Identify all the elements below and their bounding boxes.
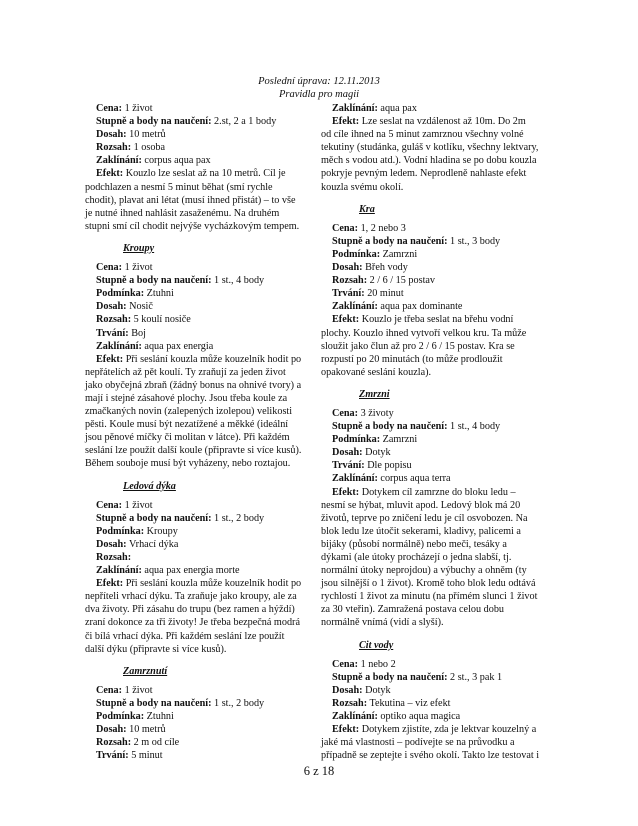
field-value: 1 život (122, 103, 153, 114)
text-line: či bílá vrhací dýka. Při každém seslání lze použít (85, 630, 285, 642)
field-line (321, 658, 558, 671)
field-line (85, 697, 313, 710)
field-line (85, 499, 313, 512)
section-title: Ledová dýka (123, 480, 176, 492)
text-line: sloužit jako člun až pro 2 / 6 / 15 postav. Kra se (321, 340, 515, 352)
field-line (85, 512, 313, 525)
field-line (85, 340, 313, 353)
section-title: Kroupy (123, 242, 155, 254)
field-line (321, 115, 558, 128)
field-value: 2.st, 2 a 1 body (211, 116, 277, 128)
field-label: Rozsah: (96, 737, 132, 749)
text-line: životů, teprve po zničení ledu je cíl osvobozen. Na (321, 512, 528, 524)
field-label: Cena: (96, 103, 123, 114)
field-line (321, 287, 558, 300)
field-value: Zamrzni (380, 248, 418, 260)
field-value: 1, 2 nebo 3 (358, 222, 406, 234)
field-label: Podmínka: (96, 288, 145, 300)
text-line: případně se zeptejte i svého okolí. Takto lze testovat i (321, 750, 540, 762)
field-line (85, 141, 313, 154)
text-line: podchlazen a nesmí 5 minut běhat (smí rychle (85, 181, 273, 193)
field-label: Trvání: (332, 288, 365, 300)
text-line: pěsti. Koule musí být nezatížené a měkké (ideální (85, 419, 289, 431)
page-header (0, 75, 638, 101)
field-label: Efekt: (96, 578, 124, 590)
field-value: 1 st., 2 body (211, 512, 265, 524)
field-label: Rozsah: (96, 552, 132, 563)
text-line: je nutné ihned nahlásit zasaženému. Na druhém (85, 207, 280, 219)
section-title: Kra (359, 203, 375, 215)
field-value: Břeh vody (362, 262, 408, 274)
field-value: Boj (128, 327, 146, 339)
text-line: Během souboje musí být vyházeny, nebo roztajou. (85, 458, 291, 470)
field-label: Rozsah: (96, 314, 132, 326)
field-line (85, 353, 313, 366)
field-label: Cena: (96, 262, 123, 274)
text-line: zraní dokonce za tři životy! Je třeba bezpečná modrá (85, 617, 300, 629)
text-line: chodit), plavat ani létat (musí ihned přistát) – to vše (85, 194, 296, 206)
field-value: Dotykem cíl zamrzne do bloku ledu – (359, 486, 516, 498)
field-label: Efekt: (332, 314, 360, 326)
text-line: zmačkaných novin (zalepených izolepou) velikosti (85, 406, 293, 418)
field-line (85, 551, 313, 564)
field-value: 1 osoba (131, 142, 166, 154)
field-value: Nosič (126, 301, 153, 313)
text-line: stupni smí cíl chodit nejvýše vycházkovým tempem. (85, 220, 300, 232)
text-line: rychlostí 1 život za minutu (na přímém slunci 1 život (321, 591, 538, 603)
field-value: 1 život (122, 684, 153, 696)
field-value: 10 metrů (126, 724, 166, 736)
text-line: rozpustí po 20 minutách (to může prodloužit (321, 353, 503, 365)
field-line (85, 300, 313, 313)
field-value: Ztuhni (144, 288, 174, 300)
field-line (85, 115, 313, 128)
field-label: Stupně a body na naučení: (96, 697, 212, 709)
field-label: Dosah: (332, 262, 363, 274)
field-value: 1 st., 4 body (447, 421, 501, 433)
field-value: optiko aqua magica (377, 711, 461, 723)
field-label: Dosah: (96, 301, 127, 313)
field-line (321, 261, 558, 274)
field-label: Efekt: (332, 116, 360, 128)
field-label: Rozsah: (332, 275, 368, 287)
field-value: 5 minut (128, 750, 163, 762)
text-line: normální útoky neprojdou) a výbuchy a ohněm (ty (321, 565, 527, 577)
field-label: Rozsah: (96, 142, 132, 154)
text-line: nepřátelích až pět koulí. Ty zraňují za jeden život (85, 366, 286, 378)
field-line (321, 102, 558, 115)
field-value: Ztuhni (144, 711, 174, 723)
field-line (321, 235, 558, 248)
text-line: nesmí se hýbat, mluvit apod. Ledový blok má 20 (321, 499, 521, 511)
field-line (321, 472, 558, 485)
field-label: Stupně a body na naučení: (96, 116, 212, 128)
field-label: Dosah: (332, 447, 363, 459)
text-line: další dýku (připravte si více kusů). (85, 643, 227, 655)
text-line: měch s vodou atd.). Vodní hladina se po dobu kouzla (321, 155, 537, 167)
page-number: 6 z 18 (303, 764, 335, 778)
section-title: Cit vody (359, 639, 394, 651)
text-line: opakované seslání kouzla). (321, 366, 432, 378)
field-label: Stupně a body na naučení: (96, 512, 212, 524)
field-value: aqua pax (377, 103, 417, 114)
field-value: aqua pax dominante (377, 301, 463, 313)
field-line (85, 102, 313, 115)
field-label: Efekt: (96, 168, 124, 180)
field-value: Dotyk (362, 447, 391, 459)
field-line (321, 684, 558, 697)
field-value: Zamrzni (380, 434, 418, 446)
field-label: Rozsah: (332, 697, 368, 709)
field-line (85, 577, 313, 590)
field-label: Podmínka: (332, 434, 381, 446)
field-value: Dotykem zjistíte, zda je lektvar kouzelný a (359, 724, 537, 736)
field-label: Zaklínání: (96, 155, 142, 167)
field-value: corpus aqua pax (141, 155, 211, 167)
field-line (321, 300, 558, 313)
text-line: kouzla svému okolí. (321, 181, 404, 193)
field-label: Trvání: (96, 750, 129, 762)
field-label: Dosah: (96, 129, 127, 141)
text-line: plochy. Kouzlo ihned vytvoří velkou kru. Ta může (321, 327, 527, 339)
field-value: 2 st., 3 pak 1 (447, 671, 503, 683)
field-value: Při seslání kouzla může kouzelník hodit po (123, 578, 302, 590)
field-line (321, 274, 558, 287)
field-label: Efekt: (96, 353, 124, 365)
field-value: 2 m od cíle (131, 737, 180, 749)
field-value: corpus aqua terra (377, 473, 451, 485)
text-line: tekutiny (studánka, guláš v kotlíku, všechny lektvary, (321, 142, 539, 154)
field-line (85, 261, 313, 274)
field-line (321, 222, 558, 235)
field-line (321, 671, 558, 684)
field-value: 1 st., 2 body (211, 697, 265, 709)
field-label: Zaklínání: (96, 565, 142, 577)
text-line: mají i stejné zásahové plochy. Jsou třeba koule za (85, 392, 288, 404)
section-title: Zmrzni (359, 388, 390, 400)
field-line (85, 327, 313, 340)
field-value: Dotyk (362, 684, 391, 696)
field-label: Cena: (96, 684, 123, 696)
field-label: Cena: (332, 658, 359, 670)
text-line: normálně vnímá (vidí a slyší). (321, 617, 444, 629)
field-line (321, 407, 558, 420)
field-label: Trvání: (96, 327, 129, 339)
field-line (85, 723, 313, 736)
field-line (321, 486, 558, 499)
field-value: 1 život (122, 262, 153, 274)
field-line (85, 710, 313, 723)
text-line: nepříteli vrhací dýku. Ta zraňuje jako kroupy, ale za (85, 591, 297, 603)
field-label: Efekt: (332, 486, 360, 498)
field-label: Stupně a body na naučení: (332, 235, 448, 247)
field-line (85, 736, 313, 749)
field-line (85, 538, 313, 551)
field-line (321, 459, 558, 472)
section-title: Zamrznutí (123, 665, 168, 677)
field-label: Trvání: (332, 460, 365, 472)
field-value: aqua pax energia (141, 340, 214, 352)
text-line: bijáky (působí normálně) nebo meči, tesáky a (321, 538, 507, 550)
field-line (85, 128, 313, 141)
field-line (321, 420, 558, 433)
field-label: Zaklínání: (332, 301, 378, 313)
field-label: Stupně a body na naučení: (332, 421, 448, 433)
text-line: blok ledu lze útočit sekerami, kladivy, palicemi a (321, 525, 521, 537)
field-value: Kouzlo je třeba seslat na břehu vodní (359, 314, 514, 326)
field-line (85, 287, 313, 300)
field-value: 10 metrů (126, 129, 166, 141)
field-line (85, 684, 313, 697)
field-label: Stupně a body na naučení: (96, 275, 212, 287)
field-line (321, 248, 558, 261)
field-label: Dosah: (96, 724, 127, 736)
field-value: Při seslání kouzla může kouzelník hodit po (123, 353, 302, 365)
field-value: Vrhací dýka (126, 538, 179, 550)
field-line (85, 274, 313, 287)
document-title: Pravidla pro magii (278, 89, 360, 100)
left-column (85, 102, 313, 762)
field-label: Podmínka: (96, 525, 145, 537)
field-label: Cena: (332, 407, 359, 419)
field-label: Zaklínání: (96, 340, 142, 352)
field-value: 2 / 6 / 15 postav (367, 275, 436, 287)
field-line (321, 433, 558, 446)
right-column (321, 102, 558, 762)
field-value: 5 koulí nosiče (131, 314, 191, 326)
field-label: Efekt: (332, 724, 360, 736)
field-line (85, 167, 313, 180)
field-line (321, 723, 558, 736)
field-value: Tekutina – viz efekt (367, 697, 451, 709)
field-label: Podmínka: (332, 248, 381, 260)
field-value: 1 st., 3 body (447, 235, 501, 247)
last-update-line: Poslední úprava: 12.11.2013 (258, 76, 380, 87)
field-value: 20 minut (364, 288, 404, 300)
field-line (85, 154, 313, 167)
field-line (321, 446, 558, 459)
field-label: Dosah: (332, 684, 363, 696)
text-line: pokryje pevným ledem. Neprodleně nahlaste efekt (321, 168, 527, 180)
field-value: 1 život (122, 499, 153, 511)
text-line: seslání lze použít další koule (připravte si více kusů). (85, 445, 302, 457)
field-label: Zaklínání: (332, 103, 378, 114)
field-value: Dle popisu (364, 460, 412, 472)
text-line: od cíle ihned na 5 minut zamrznou všechny volné (321, 129, 524, 141)
field-line (85, 564, 313, 577)
field-label: Zaklínání: (332, 711, 378, 723)
field-label: Podmínka: (96, 711, 145, 723)
field-line (321, 710, 558, 723)
field-label: Zaklínání: (332, 473, 378, 485)
field-value: Kouzlo lze seslat až na 10 metrů. Cíl je (123, 168, 286, 180)
field-value: Kroupy (144, 525, 178, 537)
text-line: dva životy. Při zásahu do trupu (bez ramen a hýždí) (85, 604, 295, 616)
field-value: 1 nebo 2 (358, 658, 396, 670)
field-line (321, 313, 558, 326)
field-line (85, 525, 313, 538)
text-line: jaké má vlastnosti – podívejte se na průvodku a (321, 737, 515, 749)
field-value: aqua pax energia morte (141, 565, 240, 577)
text-line: jako obyčejná zbraň (žádný bonus na ohnivé tvory) a (85, 379, 302, 391)
field-value: 3 životy (358, 407, 394, 419)
field-label: Stupně a body na naučení: (332, 671, 448, 683)
text-line: jsou silnější o 1 život). Kromě toho blok ledu odtává (321, 578, 536, 590)
text-line: jsou pěnové míčky či molitan v látce). Při každém (85, 432, 290, 444)
field-line (85, 313, 313, 326)
field-line (85, 749, 313, 762)
field-value: Lze seslat na vzdálenost až 10m. Do 2m (359, 116, 526, 128)
field-label: Cena: (332, 222, 359, 234)
field-label: Dosah: (96, 538, 127, 550)
field-line (321, 697, 558, 710)
field-label: Cena: (96, 499, 123, 511)
text-line: dýkami (ale útoky procházejí o jedna slabší, tj. (321, 552, 512, 563)
text-line: za 30 vteřin). Zamražená postava celou dobu (321, 604, 505, 616)
field-value: 1 st., 4 body (211, 275, 265, 287)
